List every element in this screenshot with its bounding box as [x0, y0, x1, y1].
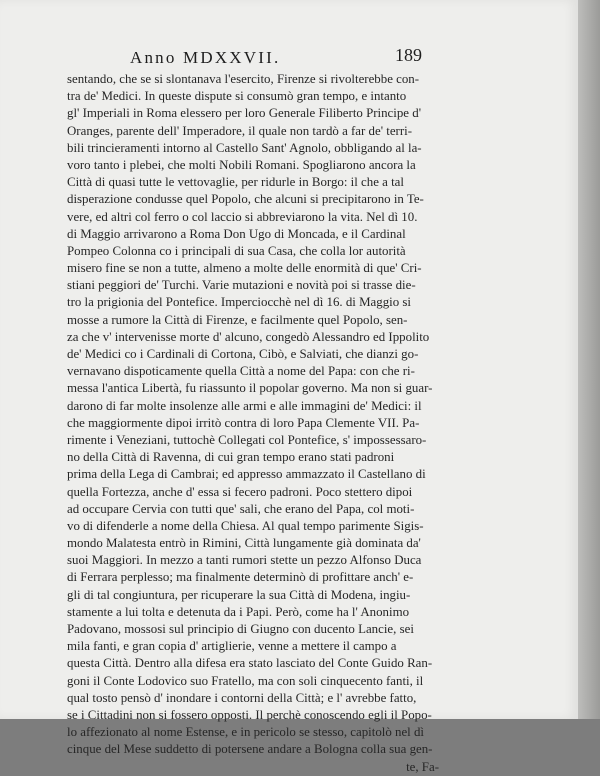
text-line: che maggiormente dipoi irritò contra di loro Papa Clemente VII. Pa-: [67, 415, 420, 430]
text-line: Oranges, parente dell' Imperadore, il quale non tardò a far de' terri-: [67, 123, 413, 138]
text-line: di Maggio arrivarono a Roma Don Ugo di Moncada, e il Cardinal: [67, 226, 406, 241]
text-line: vere, ed altri col ferro o col laccio si abbreviarono la vita. Nel dì 10.: [67, 209, 418, 224]
text-line: messa l'antica Libertà, fu riassunto il popolar governo. Ma non si guar-: [67, 381, 433, 396]
text-line: prima della Lega di Cambrai; ed appresso ammazzato il Castellano di: [67, 467, 426, 482]
text-line: sentando, che se si slontanava l'esercito, Firenze si rivolterebbe con-: [67, 72, 420, 86]
text-line: questa Città. Dentro alla difesa era stato lasciato del Conte Guido Ran-: [67, 656, 433, 671]
text-line: goni il Conte Lodovico suo Fratello, ma con soli cinquecento fanti, il: [67, 673, 424, 688]
text-line: za che v' intervenisse morte d' alcuno, congedò Alessandro ed Ippolito: [67, 329, 430, 344]
text-line: Città di quasi tutte le vettovaglie, per ridurle in Borgo: il che a tal: [67, 175, 404, 190]
text-line: mila fanti, e gran copia d' artiglierie, venne a mettere il campo a: [67, 639, 397, 654]
text-line: qual tosto pensò d' inondare i contorni della Città; e l' avrebbe fatto,: [67, 690, 417, 705]
text-line: Padovano, mossosi sul principio di Giugno con ducento Lancie, sei: [67, 622, 414, 636]
text-line: tro la prigionia del Pontefice. Imperciocchè nel dì 16. di Maggio si: [67, 295, 412, 310]
text-line: lo affezionato al nome Estense, e in pericolo se stesso, capitolò nel dì: [67, 725, 425, 740]
page-edge: [578, 0, 600, 719]
text-line: misero fine se non a tutte, almeno a molte delle enormità di que' Cri-: [67, 261, 422, 276]
text-line: gl' Imperiali in Roma elessero per loro Generale Filiberto Principe d': [67, 106, 422, 121]
text-line: voro tanto i plebei, che molti Nobili Romani. Spogliarono ancora la: [67, 157, 416, 172]
page-number: 189: [395, 45, 422, 65]
text-line: te, Fa-: [406, 759, 439, 774]
text-line: ad occupare Cervia con tutti que' sali, che erano del Papa, col moti-: [67, 501, 415, 516]
text-line: cinque del Mese suddetto di potersene andare a Bologna colla sua gen-: [67, 742, 433, 757]
text-line: mondo Malatesta entrò in Rimini, Città lungamente già dominata da': [67, 536, 421, 551]
text-line: stamente a lui tolta e detenuta da i Papi. Però, come ha l' Anonimo: [67, 604, 410, 619]
text-line: vo di difenderle a nome della Chiesa. Al qual tempo parimente Sigis-: [67, 518, 424, 533]
text-line: vernavano dispoticamente quella Città a nome del Papa: con che ri-: [67, 364, 415, 379]
text-line: tra de' Medici. In queste dispute si consumò gran tempo, e intanto: [67, 89, 407, 104]
text-line: quella Fortezza, anche d' essa si fecero padroni. Poco stettero dipoi: [67, 484, 413, 499]
body-text: [67, 71, 439, 776]
text-line: mosse a rumore la Città di Firenze, e facilmente quel Popolo, sen-: [67, 312, 408, 327]
text-line: darono di far molte insolenze alle armi e alle immagini de' Medici: il: [67, 398, 422, 413]
text-line: stiani peggiori de' Turchi. Varie mutazioni e novità poi si trasse die-: [67, 278, 416, 293]
text-line: bili trincieramenti intorno al Castello Sant' Agnolo, obbligando al la-: [67, 140, 422, 155]
text-line: se i Cittadini non si fossero opposti. Il perchè conoscendo egli il Popo-: [67, 707, 432, 722]
text-line: no della Città di Ravenna, di cui gran tempo erano stati padroni: [67, 450, 395, 465]
text-line: rimente i Veneziani, tuttochè Collegati col Pontefice, s' impossessaro-: [67, 432, 427, 447]
text-line: de' Medici co i Cardinali di Cortona, Cibò, e Salviati, che dianzi go-: [67, 347, 419, 361]
running-title: Anno MDXXVII.: [130, 48, 281, 67]
text-line: disperazione condusse quel Popolo, che alcuni si precipitarono in Te-: [67, 192, 424, 207]
text-line: gli di tal congiuntura, per ricuperare la sua Città di Modena, ingiu-: [67, 587, 411, 602]
text-line: Pompeo Colonna co i principali di sua Casa, che colla lor autorità: [67, 243, 406, 258]
text-line: suoi Maggiori. In mezzo a tanti rumori stette un pezzo Alfonso Duca: [67, 553, 422, 568]
text-line: di Ferrara perplesso; ma finalmente determinò di profittare anch' e-: [67, 570, 414, 585]
